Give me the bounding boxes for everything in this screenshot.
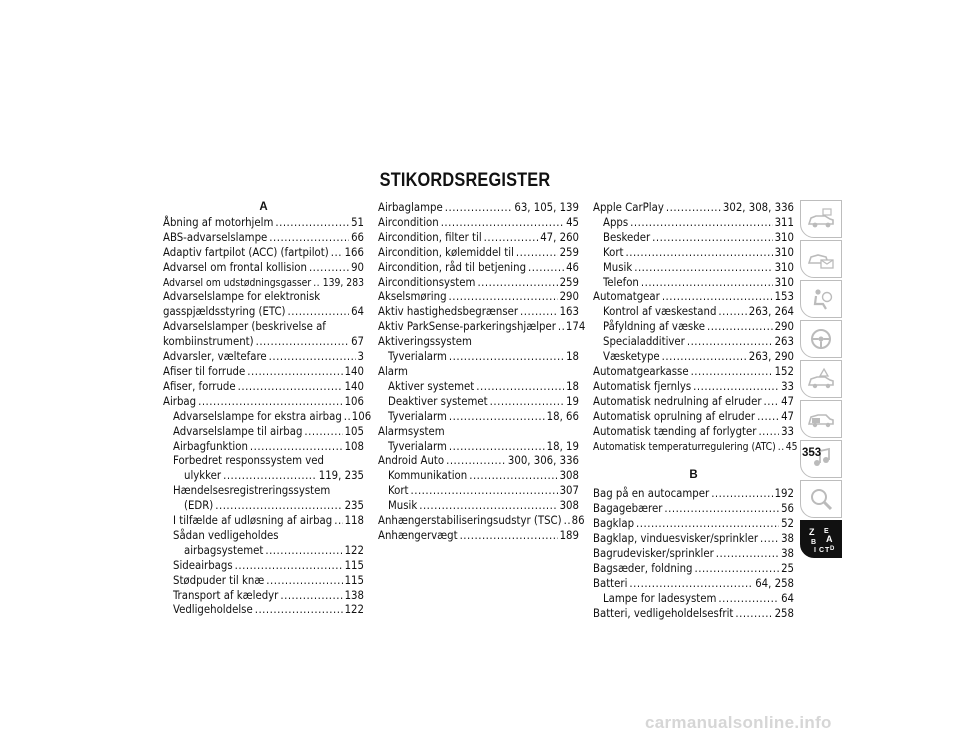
- index-subentry: Advarselslampe til airbag ..... 105: [163, 425, 364, 440]
- index-entry: gasspjældsstyring (ETC) ..... 64: [163, 305, 364, 320]
- car-service-icon: [806, 367, 836, 391]
- index-subentry: Airbagfunktion ..... 108: [163, 440, 364, 455]
- tab-messages[interactable]: [800, 240, 842, 278]
- index-subentry: Telefon ..... 310: [593, 276, 794, 291]
- index-entry: Airbag ..... 106: [163, 395, 364, 410]
- index-subentry: Vedligeholdelse ..... 122: [163, 603, 364, 618]
- index-subentry: Tyverialarm ..... 18, 66: [378, 410, 579, 425]
- index-subentry: Apps ..... 311: [593, 216, 794, 231]
- index-letters-icon: [805, 524, 837, 554]
- index-subentry: (EDR) ..... 235: [163, 499, 364, 514]
- index-entry-text: Alarm: [378, 364, 408, 378]
- index-entry: Anhængerstabiliseringsudstyr (TSC) ..... 86: [378, 514, 579, 529]
- index-subentry: Påfyldning af væske ..... 290: [593, 320, 794, 335]
- index-entry: Aktiv ParkSense-parkeringshjælper ..... 174: [378, 320, 579, 335]
- index-subentry: Kort ..... 310: [593, 246, 794, 261]
- index-entry: Bagklap ..... 52: [593, 517, 794, 532]
- index-column-2: [378, 201, 586, 544]
- index-subentry: Musik ..... 310: [593, 261, 794, 276]
- index-entry: Advarsel om frontal kollision ..... 90: [163, 261, 364, 276]
- index-subentry: Kort ..... 307: [378, 484, 579, 499]
- index-entry-text: Advarselslamper (beskrivelse af: [163, 320, 326, 334]
- index-letter: C: [819, 547, 825, 554]
- index-subentry: Kommunikation ..... 308: [378, 469, 579, 484]
- index-column-3: [593, 201, 798, 621]
- index-subentry-text: Hændelsesregistreringssystem: [173, 484, 331, 498]
- index-subentry: Sideairbags ..... 115: [163, 559, 364, 574]
- chapter-tabs: [800, 200, 842, 560]
- index-entry: Aircondition, råd til betjening ..... 46: [378, 261, 579, 276]
- watermark: carmanualsonline.info: [645, 713, 832, 732]
- index-entry: Akselsmøring ..... 290: [378, 290, 579, 305]
- index-entry: Aircondition, kølemiddel til ..... 259: [378, 246, 579, 261]
- index-subentry: Tyverialarm ..... 18: [378, 350, 579, 365]
- index-entry: Bagsæder, foldning ..... 25: [593, 562, 794, 577]
- index-entry: Airbaglampe ..... 63, 105, 139: [378, 201, 579, 216]
- index-entry: ABS-advarselslampe ..... 66: [163, 231, 364, 246]
- index-entry: Åbning af motorhjelm ..... 51: [163, 216, 364, 231]
- index-subentry: Deaktiver systemet ..... 19: [378, 395, 579, 410]
- index-entry: Automatisk temperaturregulering (ATC) ..... 45: [593, 440, 794, 455]
- index-entry: Anhængervægt ..... 189: [378, 529, 579, 544]
- index-entry: Bagrudevisker/sprinkler ..... 38: [593, 547, 794, 562]
- index-subentry: airbagsystemet ..... 122: [163, 544, 364, 559]
- steering-wheel-icon: [806, 327, 836, 351]
- index-letter: I: [814, 547, 816, 554]
- tab-index[interactable]: [800, 520, 842, 558]
- index-entry: Advarsler, væltefare ..... 3: [163, 350, 364, 365]
- index-entry: Airconditionsystem ..... 259: [378, 276, 579, 291]
- index-entry: Bagklap, vinduesvisker/sprinkler ..... 38: [593, 532, 794, 547]
- index-letter: D: [830, 546, 835, 552]
- index-entry: Automatgear ..... 153: [593, 290, 794, 305]
- tab-maintenance[interactable]: [800, 400, 842, 438]
- index-letter: T: [825, 547, 830, 554]
- index-subentry: Beskeder ..... 310: [593, 231, 794, 246]
- tab-search[interactable]: [800, 480, 842, 518]
- index-entry-text: Advarselslampe for elektronisk: [163, 290, 321, 304]
- index-subentry: Advarselslampe for ekstra airbag ..... 106: [163, 410, 364, 425]
- index-subentry: I tilfælde af udløsning af airbag ..... 118: [163, 514, 364, 529]
- index-entry: Aktiv hastighedsbegrænser ..... 163: [378, 305, 579, 320]
- index-subentry: Tyverialarm ..... 18, 19: [378, 440, 579, 455]
- index-entry: Aircondition, filter til ..... 47, 260: [378, 231, 579, 246]
- index-entry: Afiser, forrude ..... 140: [163, 380, 364, 395]
- index-column-1: [163, 200, 372, 618]
- index-subentry: Lampe for ladesystem ..... 64: [593, 592, 794, 607]
- tab-multimedia[interactable]: [800, 440, 842, 478]
- tab-emergency[interactable]: [800, 360, 842, 398]
- index-entry: Batteri ..... 64, 258: [593, 577, 794, 592]
- tab-car-info[interactable]: [800, 200, 842, 238]
- index-entry: Automatisk oprulning af elruder ..... 47: [593, 410, 794, 425]
- index-entry: Automatisk fjernlys ..... 33: [593, 380, 794, 395]
- index-entry: Automatisk nedrulning af elruder ..... 47: [593, 395, 794, 410]
- index-letter: A: [826, 534, 833, 544]
- index-subentry: Transport af kæledyr ..... 138: [163, 589, 364, 604]
- index-entry: Bagagebærer ..... 56: [593, 502, 794, 517]
- seat-airbag-icon: [806, 287, 836, 311]
- index-entry: Apple CarPlay ..... 302, 308, 336: [593, 201, 794, 216]
- index-subentry-text: Forbedret responssystem ved: [173, 454, 324, 468]
- section-heading-a: A: [259, 201, 268, 213]
- index-entry: Automatisk tænding af forlygter ..... 33: [593, 425, 794, 440]
- index-entry-text: Aktiveringssystem: [378, 335, 472, 349]
- index-letter: B: [811, 539, 817, 546]
- car-wrench-icon: [806, 407, 836, 431]
- index-subentry: Aktiver systemet ..... 18: [378, 380, 579, 395]
- index-entry: Advarsel om udstødningsgasser ..... 139, 283: [163, 276, 364, 291]
- tab-driving[interactable]: [800, 320, 842, 358]
- index-subentry: Stødpuder til knæ ..... 115: [163, 574, 364, 589]
- page-title: STIKORDSREGISTER: [379, 170, 551, 191]
- index-entry: Aircondition ..... 45: [378, 216, 579, 231]
- index-subentry-text: Sådan vedligeholdes: [173, 528, 279, 542]
- index-subentry: Musik ..... 308: [378, 499, 579, 514]
- index-subentry: ulykker ..... 119, 235: [163, 469, 364, 484]
- car-info-icon: [806, 207, 836, 231]
- index-entry: Batteri, vedligeholdelsesfrit ..... 258: [593, 607, 794, 622]
- index-entry: Bag på en autocamper ..... 192: [593, 487, 794, 502]
- index-letter: Z: [809, 527, 815, 537]
- index-entry: Afiser til forrude ..... 140: [163, 365, 364, 380]
- index-subentry: Væsketype ..... 263, 290: [593, 350, 794, 365]
- index-subentry: Kontrol af væskestand ..... 263, 264: [593, 305, 794, 320]
- index-entry: Android Auto ..... 300, 306, 336: [378, 454, 579, 469]
- index-entry-text: Alarmsystem: [378, 424, 445, 438]
- section-heading-b: B: [689, 469, 698, 482]
- index-subentry: Specialadditiver ..... 263: [593, 335, 794, 350]
- tab-safety[interactable]: [800, 280, 842, 318]
- index-entry: Adaptiv fartpilot (ACC) (fartpilot) ..... 166: [163, 246, 364, 261]
- index-letter: E: [824, 528, 829, 535]
- index-entry: Automatgearkasse ..... 152: [593, 365, 794, 380]
- magnifier-icon: [806, 487, 836, 511]
- envelope-car-icon: [806, 247, 836, 271]
- page-number: 353: [802, 447, 822, 459]
- index-entry: kombiinstrument) ..... 67: [163, 335, 364, 350]
